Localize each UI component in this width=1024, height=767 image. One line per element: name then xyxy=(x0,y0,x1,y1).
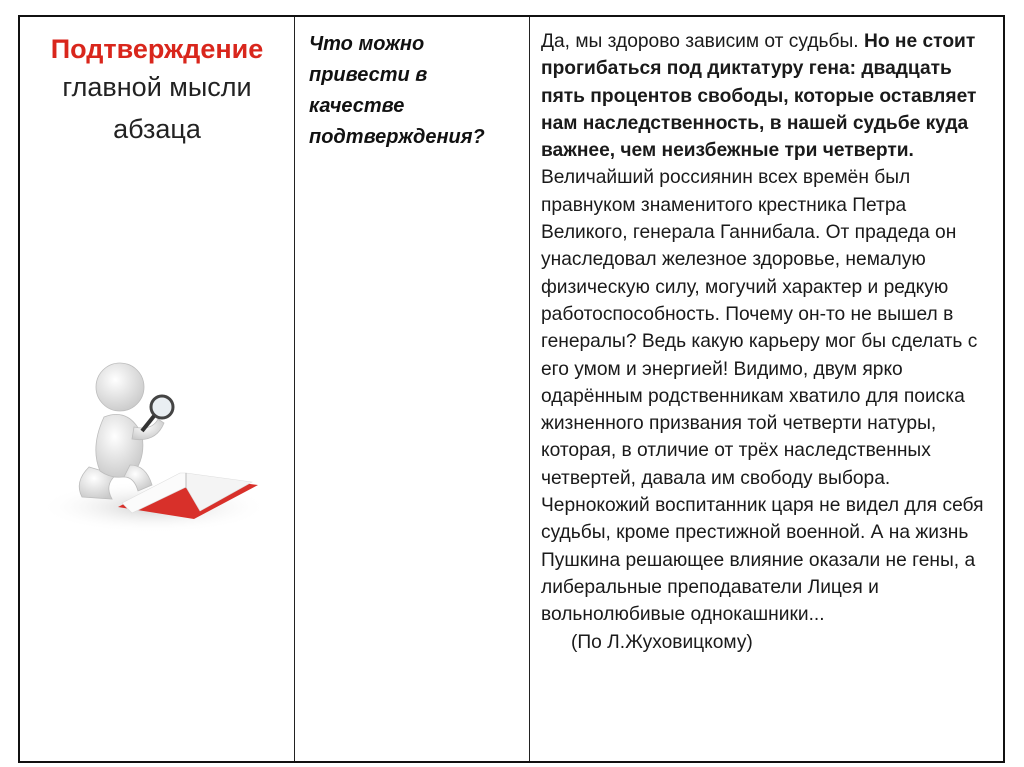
question-text: Что можно привести в качестве подтверждения? xyxy=(309,33,485,148)
heading-subtitle: главной мысли абзаца xyxy=(62,72,252,144)
table xyxy=(18,15,1005,763)
figure-reading-book-illustration xyxy=(34,347,284,537)
example-source: (По Л.Жуховицкому) xyxy=(571,631,753,653)
heading-highlight: Подтверждение xyxy=(50,34,264,64)
example-intro: Да, мы здорово зависим от судьбы. xyxy=(541,31,859,52)
column-heading-cell xyxy=(20,17,295,761)
example-body: Величайший россиянин всех времён был правнуком знаменитого крестника Петра Великого, генерала Ганнибала. От прадеда он унаследовал железное здоровье, немалую физическую силу, могучий характер и редкую работоспособность. Почему он-то не вышел в генералы? Ведь какую карьеру мог бы сделать с его умом и энергией! Видимо, двум ярко одарённым родственникам хватило для поиска жизненного призвания той четверти натуры, которая, в отличие от трёх наследственных четвертей, давала им свободу выбора. Чернокожий воспитанник царя не видел для себя судьбы, кроме престижной военной. А на жизнь Пушкина решающее влияние оказали не гены, а либеральные преподаватели Лицея и вольнолюбивые однокашники... xyxy=(541,167,984,626)
example-bold-quote: Но не стоит прогибаться под диктатуру гена: двадцать пять процентов свободы, которые оставляет нам наследственность, в нашей судьбе куда важнее, чем неизбежные три четверти. xyxy=(541,31,977,162)
column-question-cell xyxy=(295,17,530,761)
column-example-cell xyxy=(530,17,1003,761)
example-text xyxy=(541,28,995,656)
